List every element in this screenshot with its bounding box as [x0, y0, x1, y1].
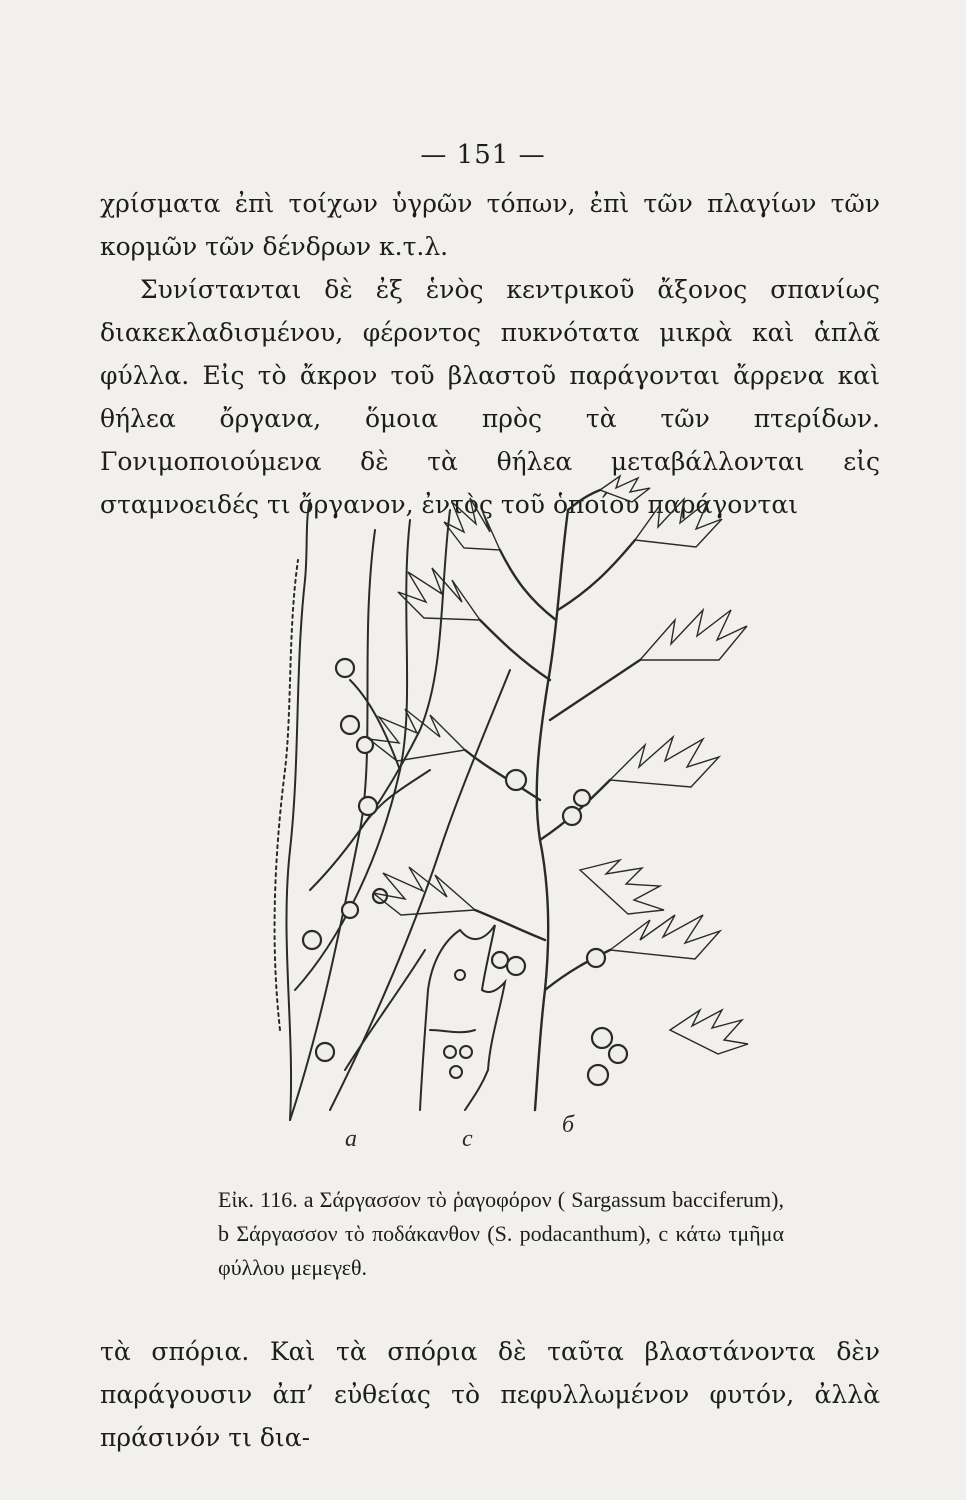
paragraph-main: Συνίστανται δὲ ἐξ ἑνὸς κεντρικοῦ ἄξονος σπανίως διακεκλαδισμένου, φέροντος πυκνότατα μικρὰ καὶ ἁπλᾶ φύλλα. Εἰς τὸ ἄκρον τοῦ βλαστοῦ παράγονται ἄρρενα καὶ θήλεα ὄργανα, ὅμοια πρὸς τὰ τῶν πτερίδων. Γονιμοποιούμενα δὲ τὰ θήλεα μεταβάλλονται εἰς σταμνοειδές τι ὄργανον, ἐντὸς τοῦ ὁποίου παράγονται: [100, 275, 880, 519]
plant-b-stem: [465, 490, 640, 1110]
body-text-bottom: τὰ σπόρια. Καὶ τὰ σπόρια δὲ ταῦτα βλαστάνοντα δὲν παράγουσιν ἀπ’ εὐθείας τὸ πεφυλλωμένον φυτόν, ἀλλὰ πράσινόν τι δια-: [100, 1337, 880, 1452]
figure-label-c: c: [462, 1126, 473, 1152]
figure-caption: Εἰκ. 116. a Σάργασσον τὸ ῥαγοφόρον ( Sargassum bacciferum), b Σάργασσον τὸ ποδάκανθον (S. podacanthum), c κάτω τμῆμα φύλλου μεμεγεθ.: [218, 1187, 784, 1280]
figure-label-a: a: [345, 1126, 357, 1152]
page-number: — 151 —: [420, 140, 546, 170]
plant-b-berries: [492, 770, 627, 1085]
leaf-c-drawing: [420, 925, 505, 1110]
plant-a-berries: [303, 659, 387, 1061]
plant-a-drawing: [275, 500, 510, 1120]
paragraph-continuation: χρίσματα ἐπὶ τοίχων ὑγρῶν τόπων, ἐπὶ τῶν πλαγίων τῶν κορμῶν τῶν δένδρων κ.τ.λ.: [100, 189, 880, 261]
plant-b-leaves: [369, 476, 748, 1054]
seaweed-engraving: [250, 470, 890, 1160]
figure-label-b: б: [562, 1112, 575, 1138]
figure-illustration: [250, 470, 890, 1160]
